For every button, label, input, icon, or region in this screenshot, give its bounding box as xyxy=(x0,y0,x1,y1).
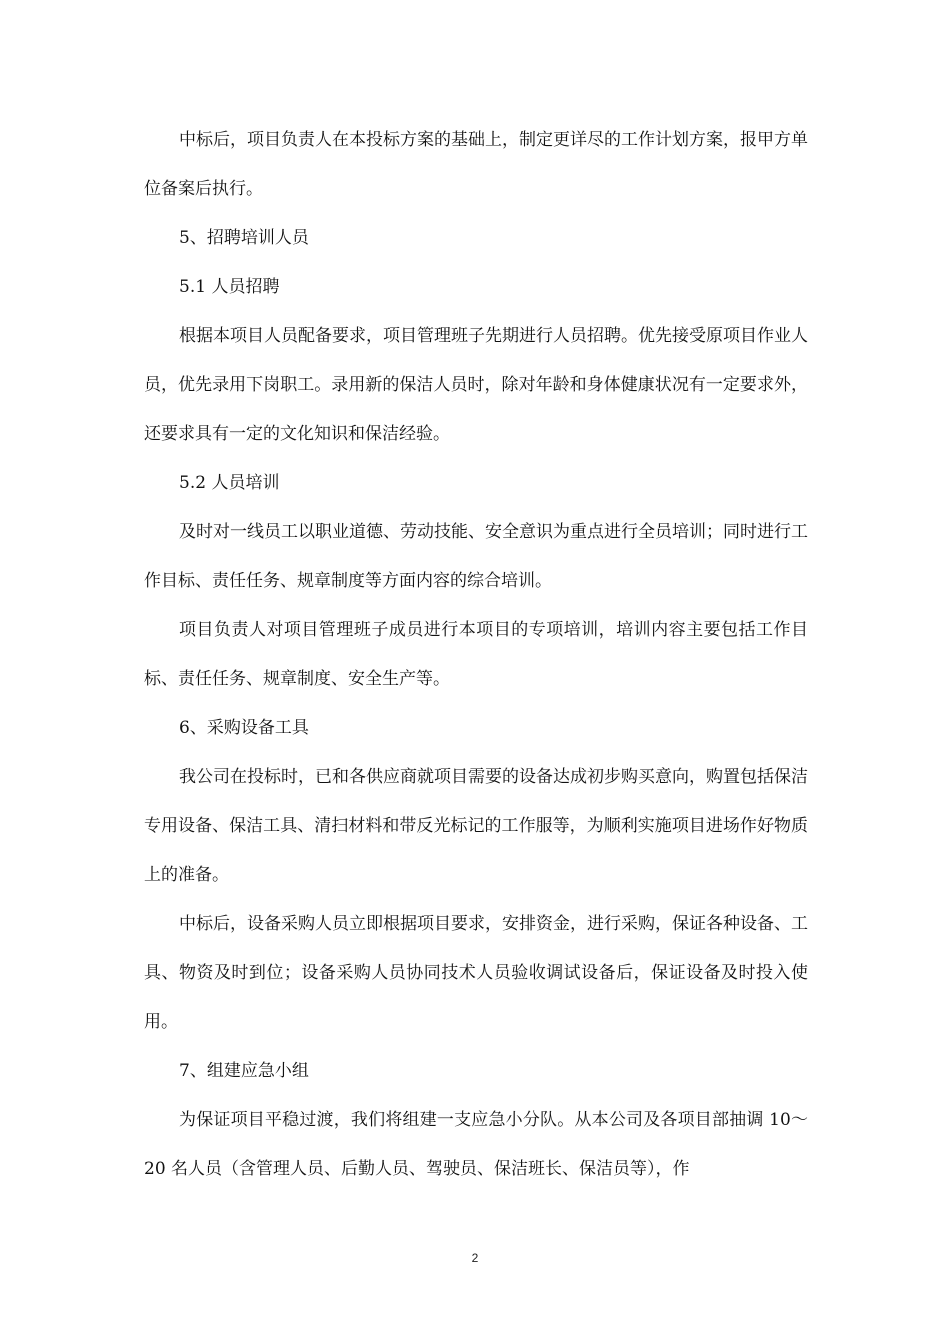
heading-recruit-train: 5、招聘培训人员 xyxy=(179,228,309,248)
paragraph-staff-training: 及时对一线员工以职业道德、劳动技能、安全意识为重点进行全员培训；同时进行工作目标、责任任务、规章制度等方面内容的综合培训。 xyxy=(144,522,808,591)
heading-recruitment: 5.1 人员招聘 xyxy=(179,277,280,297)
paragraph-procurement-intent: 我公司在投标时，已和各供应商就项目需要的设备达成初步购买意向，购置包括保洁专用设备、保洁工具、清扫材料和带反光标记的工作服等，为顺利实施项目进场作好物质上的准备。 xyxy=(144,767,808,885)
heading-training: 5.2 人员培训 xyxy=(179,473,280,493)
page-number: 2 xyxy=(471,1251,479,1265)
paragraph-recruitment: 根据本项目人员配备要求，项目管理班子先期进行人员招聘。优先接受原项目作业人员，优先录用下岗职工。录用新的保洁人员时，除对年龄和身体健康状况有一定要求外，还要求具有一定的文化知识和保洁经验。 xyxy=(144,326,808,444)
heading-emergency-team: 7、组建应急小组 xyxy=(179,1061,309,1081)
paragraph-emergency-team: 为保证项目平稳过渡，我们将组建一支应急小分队。从本公司及各项目部抽调 10～20 名人员（含管理人员、后勤人员、驾驶员、保洁班长、保洁员等），作 xyxy=(144,1110,808,1179)
paragraph-team-training: 项目负责人对项目管理班子成员进行本项目的专项培训，培训内容主要包括工作目标、责任任务、规章制度、安全生产等。 xyxy=(144,620,808,689)
paragraph-procurement-action: 中标后，设备采购人员立即根据项目要求，安排资金，进行采购，保证各种设备、工具、物资及时到位；设备采购人员协同技术人员验收调试设备后，保证设备及时投入使用。 xyxy=(144,914,808,1032)
heading-procurement: 6、采购设备工具 xyxy=(179,718,309,738)
paragraph-work-plan: 中标后，项目负责人在本投标方案的基础上，制定更详尽的工作计划方案，报甲方单位备案后执行。 xyxy=(144,130,808,199)
